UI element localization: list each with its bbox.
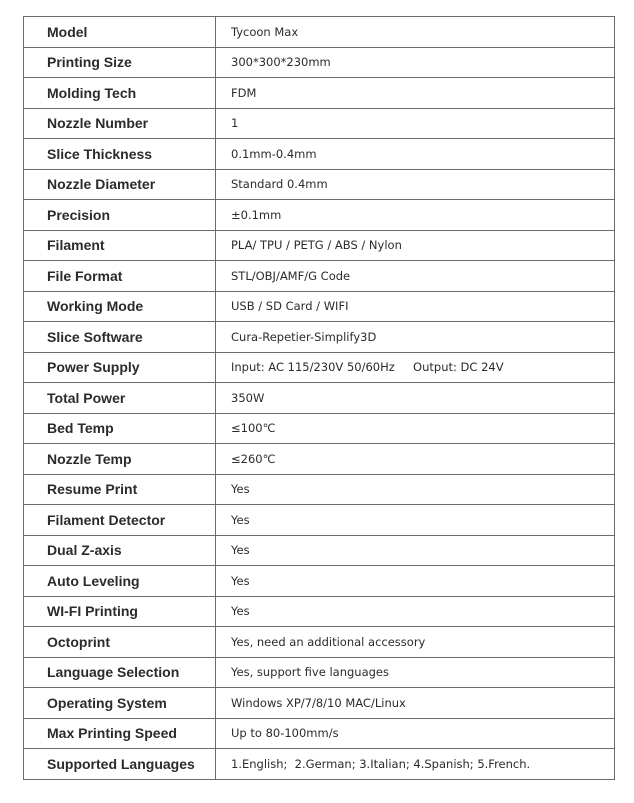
spec-value: ≤260℃ <box>216 444 615 475</box>
spec-label: Model <box>24 17 216 48</box>
spec-label: Octoprint <box>24 627 216 658</box>
spec-label: File Format <box>24 261 216 292</box>
spec-label: Resume Print <box>24 474 216 505</box>
spec-row <box>24 169 615 200</box>
spec-row <box>24 230 615 261</box>
spec-row <box>24 261 615 292</box>
spec-row <box>24 535 615 566</box>
spec-label: Operating System <box>24 688 216 719</box>
spec-label: Total Power <box>24 383 216 414</box>
spec-value: FDM <box>216 78 615 109</box>
spec-label: Slice Software <box>24 322 216 353</box>
spec-value: Yes <box>216 505 615 536</box>
spec-value: PLA/ TPU / PETG / ABS / Nylon <box>216 230 615 261</box>
spec-label: Precision <box>24 200 216 231</box>
spec-row <box>24 413 615 444</box>
spec-value: Yes <box>216 566 615 597</box>
spec-value: 300*300*230mm <box>216 47 615 78</box>
spec-table <box>23 16 615 780</box>
spec-label: Max Printing Speed <box>24 718 216 749</box>
spec-row <box>24 749 615 780</box>
spec-value: Yes <box>216 535 615 566</box>
spec-label: Bed Temp <box>24 413 216 444</box>
spec-label: Auto Leveling <box>24 566 216 597</box>
spec-value: 1.English; 2.German; 3.Italian; 4.Spanish; 5.French. <box>216 749 615 780</box>
spec-row <box>24 566 615 597</box>
spec-label: Supported Languages <box>24 749 216 780</box>
spec-value: USB / SD Card / WIFI <box>216 291 615 322</box>
spec-label: Nozzle Number <box>24 108 216 139</box>
spec-row <box>24 291 615 322</box>
spec-row <box>24 47 615 78</box>
spec-row <box>24 688 615 719</box>
spec-row <box>24 17 615 48</box>
spec-value: Yes, support five languages <box>216 657 615 688</box>
spec-label: Power Supply <box>24 352 216 383</box>
spec-value: Up to 80-100mm/s <box>216 718 615 749</box>
spec-row <box>24 444 615 475</box>
spec-table-body <box>24 17 615 780</box>
spec-row <box>24 322 615 353</box>
spec-row <box>24 78 615 109</box>
spec-value: 350W <box>216 383 615 414</box>
spec-value: Cura-Repetier-Simplify3D <box>216 322 615 353</box>
spec-row <box>24 627 615 658</box>
spec-value: Yes <box>216 596 615 627</box>
spec-row <box>24 596 615 627</box>
spec-value: ≤100℃ <box>216 413 615 444</box>
spec-row <box>24 108 615 139</box>
spec-label: Working Mode <box>24 291 216 322</box>
spec-value: Yes <box>216 474 615 505</box>
spec-value: Standard 0.4mm <box>216 169 615 200</box>
spec-value: Yes, need an additional accessory <box>216 627 615 658</box>
spec-label: Molding Tech <box>24 78 216 109</box>
spec-value: ±0.1mm <box>216 200 615 231</box>
spec-value: Input: AC 115/230V 50/60Hz Output: DC 24V <box>216 352 615 383</box>
spec-row <box>24 505 615 536</box>
spec-value: Windows XP/7/8/10 MAC/Linux <box>216 688 615 719</box>
spec-value: STL/OBJ/AMF/G Code <box>216 261 615 292</box>
spec-label: Nozzle Diameter <box>24 169 216 200</box>
spec-label: Filament <box>24 230 216 261</box>
spec-row <box>24 657 615 688</box>
spec-label: Dual Z-axis <box>24 535 216 566</box>
spec-row <box>24 139 615 170</box>
spec-label: Slice Thickness <box>24 139 216 170</box>
spec-label: Nozzle Temp <box>24 444 216 475</box>
spec-row <box>24 200 615 231</box>
spec-label: Filament Detector <box>24 505 216 536</box>
spec-label: Printing Size <box>24 47 216 78</box>
spec-value: Tycoon Max <box>216 17 615 48</box>
spec-value: 1 <box>216 108 615 139</box>
spec-row <box>24 718 615 749</box>
spec-label: Language Selection <box>24 657 216 688</box>
spec-value: 0.1mm-0.4mm <box>216 139 615 170</box>
spec-row <box>24 474 615 505</box>
spec-label: WI-FI Printing <box>24 596 216 627</box>
spec-row <box>24 383 615 414</box>
spec-row <box>24 352 615 383</box>
